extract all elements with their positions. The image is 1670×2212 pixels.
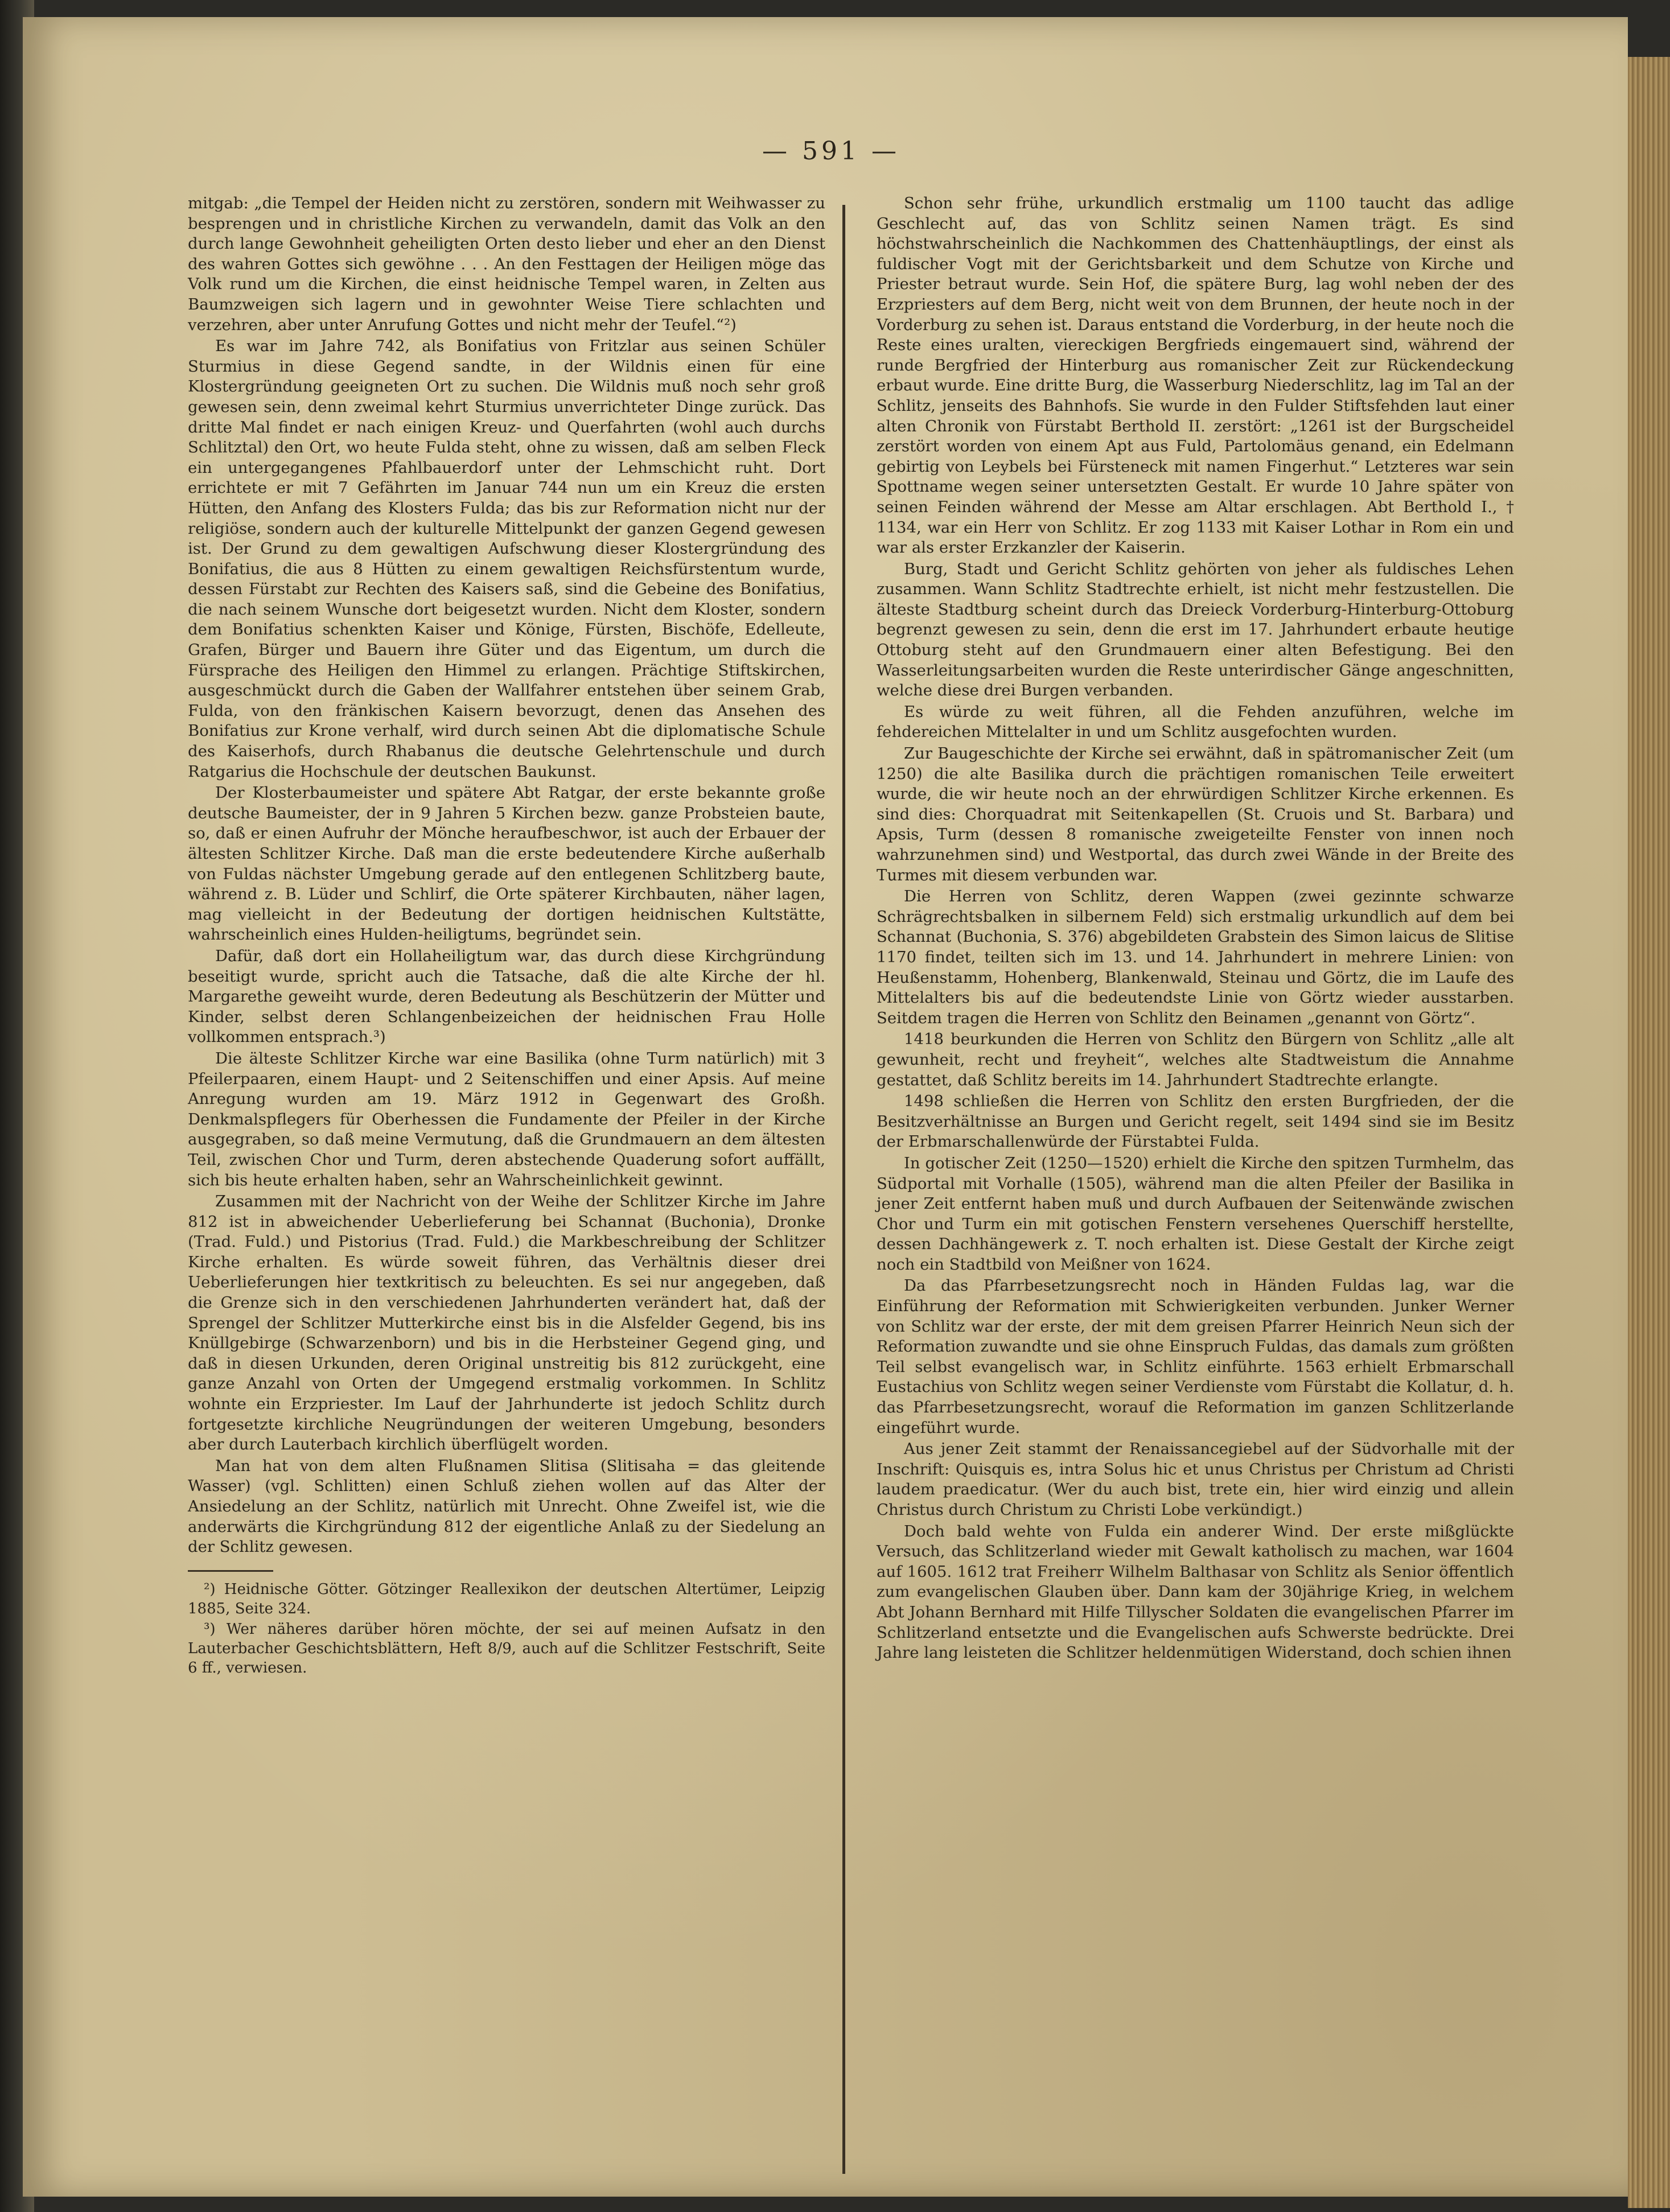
footnotes: [188, 1580, 825, 1678]
paragraph: Schon sehr frühe, urkundlich erstmalig um 1100 taucht das adlige Geschlecht auf, das von Schlitz seinen Namen trägt. Es sind höchstwahrscheinlich die Nachkommen des Chattenhäuptlings, der einst als fuldischer Vogt mit der Gerichtsbarkeit und dem Schutze von Kirche und Priester betraut wurde. Sein Hof, die spätere Burg, lag wohl neben der des Erzpriesters auf dem Berg, nicht weit von dem Brunnen, der heute noch in der Vorderburg zu sehen ist. Daraus entstand die Vorderburg, in der heute noch die Reste eines uralten, viereckigen Bergfrieds eingemauert sind, während der runde Bergfried der Hinterburg aus romanischer Zeit zur Rückendeckung erbaut wurde. Eine dritte Burg, die Wasserburg Niederschlitz, lag im Tal an der Schlitz, jenseits des Bahnhofs. Sie wurde in den Fulder Stiftsfehden laut einer alten Chronik von Fürstabt Berthold II. zerstört: „1261 ist der Burgscheidel zerstört worden von einem Apt aus Fuld, Partolomäus genand, ein Edelmann gebirtig von Leybels bei Fürsteneck mit namen Fingerhut.“ Letzteres war sein Spottname wegen seiner untersetzten Gestalt. Er wurde 10 Jahre später von seinen Feinden während der Messe am Altar erschlagen. Abt Berthold I., † 1134, war ein Herr von Schlitz. Er zog 1133 mit Kaiser Lothar in Rom ein und war als erster Erzkanzler der Kaiserin.: [877, 194, 1514, 557]
paragraph: Da das Pfarrbesetzungsrecht noch in Händen Fuldas lag, war die Einführung der Reformation mit Schwierigkeiten verbunden. Junker Werner von Schlitz war der erste, der mit dem greisen Pfarrer Heinrich Neun sich der Reformation zuwandte und sie ohne Einspruch Fuldas, das damals zum größten Teil selbst evangelisch war, in Schlitz einführte. 1563 erhielt Erbmarschall Eustachius von Schlitz wegen seiner Verdienste vom Fürstabt die Kollatur, d. h. das Pfarrbesetzungsrecht, worauf die Reformation im ganzen Schlitzerlande eingeführt wurde.: [877, 1276, 1514, 1437]
paragraph: Dafür, daß dort ein Hollaheiligtum war, das durch diese Kirchgründung beseitigt wurde, spricht auch die Tatsache, daß die alte Kirche der hl. Margarethe geweiht wurde, deren Bedeutung als Beschützerin der Mütter und Kinder, selbst deren Schlangenbeizeichen der heidnischen Frau Holle vollkommen entsprach.³): [188, 946, 825, 1047]
paragraph: 1418 beurkunden die Herren von Schlitz den Bürgern von Schlitz „alle alt gewunheit, recht und freyheit“, welches alte Stadtweistum die Annahme gestattet, daß Schlitz bereits im 14. Jahrhundert Stadtrechte erlangte.: [877, 1030, 1514, 1089]
page-number: — 591 —: [762, 137, 900, 166]
paragraph: Zur Baugeschichte der Kirche sei erwähnt, daß in spätromanischer Zeit (um 1250) die alte Basilika durch die prächtigen romanischen Teile erweitert wurde, die wir heute noch an der ehrwürdigen Schlitzer Kirche erkennen. Es sind dies: Chorquadrat mit Seitenkapellen (St. Cruois und St. Barbara) und Apsis, Turm (dessen 8 romanische zweigeteilte Fenster von innen noch wahrzunehmen sind) und Westportal, das durch zwei Wände in der Breite des Turmes mit diesem verbunden war.: [877, 744, 1514, 884]
paragraph: Es war im Jahre 742, als Bonifatius von Fritzlar aus seinen Schüler Sturmius in diese Gegend sandte, in der Wildnis einen für eine Klostergründung geeigneten Ort zu suchen. Die Wildnis muß noch sehr groß gewesen sein, denn zweimal kehrt Sturmius unverrichteter Dinge zurück. Das dritte Mal findet er nach einigen Kreuz- und Querfahrten (wohl auch durchs Schlitztal) den Ort, wo heute Fulda steht, ohne zu wissen, daß am selben Fleck ein untergegangenes Pfahlbauerdorf unter der Lehmschicht ruht. Dort errichtete er mit 7 Gefährten im Januar 744 nun um ein Kreuz die ersten Hütten, den Anfang des Klosters Fulda; das bis zur Reformation nicht nur der religiöse, sondern auch der kulturelle Mittelpunkt der ganzen Gegend gewesen ist. Der Grund zu dem gewaltigen Aufschwung dieser Klostergründung des Bonifatius, die aus 8 Hütten zu einem gewaltigen Reichsfürstentum wurde, dessen Fürstabt zur Rechten des Kaisers saß, sind die Gebeine des Bonifatius, die nach seinem Wunsche dort beigesetzt wurden. Nicht dem Kloster, sondern dem Bonifatius schenkten Kaiser und Könige, Fürsten, Bischöfe, Edelleute, Grafen, Bürger und Bauern ihre Güter und das Eigentum, um durch die Fürsprache des Heiligen den Himmel zu erlangen. Prächtige Stiftskirchen, ausgeschmückt durch die Gaben der Wallfahrer entstehen über seinem Grab, Fulda, von den fränkischen Kaisern bevorzugt, denen das Ansehen des Bonifatius zur Krone verhalf, wird durch seinen Abt die diplomatische Schule des Kaiserhofs, durch Rhabanus die deutsche Gelehrtenschule und durch Ratgarius die Hochschule der deutschen Baukunst.: [188, 337, 825, 781]
paragraph: Aus jener Zeit stammt der Renaissancegiebel auf der Südvorhalle mit der Inschrift: Quisquis es, intra Solus hic et unus Christus per Christum ad Christi laudem praedicatur. (Wer du auch bist, trete ein, hier wird einzig und allein Christus durch Christum zu Christi Lobe verkündigt.): [877, 1440, 1514, 1519]
column-divider: [842, 205, 845, 2174]
paragraph: Burg, Stadt und Gericht Schlitz gehörten von jeher als fuldisches Lehen zusammen. Wann Schlitz Stadtrechte erhielt, ist nicht mehr festzustellen. Die älteste Stadtburg scheint durch das Dreieck Vorderburg-Hinterburg-Ottoburg begrenzt gewesen zu sein, denn die erst im 17. Jahrhundert erbaute heutige Ottoburg steht auf den Grundmauern einer alten Befestigung. Bei den Wasserleitungsarbeiten wurden die Reste unterirdischer Gänge angeschnitten, welche diese drei Burgen verbanden.: [877, 559, 1514, 700]
footnote: ²) Heidnische Götter. Götzinger Reallexikon der deutschen Altertümer, Leipzig 1885, Seite 324.: [188, 1580, 825, 1617]
paragraph: Die älteste Schlitzer Kirche war eine Basilika (ohne Turm natürlich) mit 3 Pfeilerpaaren, einem Haupt- und 2 Seitenschiffen und einer Apsis. Auf meine Anregung wurden am 19. März 1912 in Gegenwart des Großh. Denkmalspflegers für Oberhessen die Fundamente der Pfeiler in der Kirche ausgegraben, so daß meine Vermutung, daß die Grundmauern an dem ältesten Teil, zwischen Chor und Turm, deren abstechende Quaderung sofort auffällt, sich bis heute erhalten haben, sehr an Wahrscheinlichkeit gewinnt.: [188, 1049, 825, 1189]
paragraph: Die Herren von Schlitz, deren Wappen (zwei gezinnte schwarze Schrägrechtsbalken in silbernem Feld) sich erstmalig urkundlich auf dem bei Schannat (Buchonia, S. 376) abgebildeten Grabstein des Simon laicus de Slitise 1170 findet, teilten sich im 13. und 14. Jahrhundert in mehrere Linien: von Heußenstamm, Hohenberg, Blankenwald, Steinau und Görtz, die im Laufe des Mittelalters bis auf die bedeutendste Linie von Görtz wieder ausstarben. Seitdem tragen die Herren von Schlitz den Beinamen „genannt von Görtz“.: [877, 887, 1514, 1027]
page-stack-edge: [1628, 57, 1670, 2208]
paragraph: Doch bald wehte von Fulda ein anderer Wind. Der erste mißglückte Versuch, das Schlitzerland wieder mit Gewalt katholisch zu machen, war 1604 auf 1605. 1612 trat Freiherr Wilhelm Balthasar von Schlitz als Senior öffentlich zum evangelischen Glauben über. Dann kam der 30jährige Krieg, in welchem Abt Johann Bernhard mit Hilfe Tillyscher Soldaten die evangelischen Pfarrer im Schlitzerland entsetzte und die Evangelischen aufs Schwerste bedrückte. Drei Jahre lang leisteten die Schlitzer heldenmütigen Widerstand, doch schien ihnen: [877, 1522, 1514, 1662]
paragraph: In gotischer Zeit (1250—1520) erhielt die Kirche den spitzen Turmhelm, das Südportal mit Vorhalle (1505), während man die alten Pfeiler der Basilika in jener Zeit entfernt haben muß und durch Aufbauen der Seitenwände zwischen Chor und Turm ein mit gotischen Fenstern versehenes Querschiff herstellte, dessen Dachhängewerk z. T. noch erhalten ist. Diese Gestalt der Kirche zeigt noch ein Stadtbild von Meißner von 1624.: [877, 1154, 1514, 1274]
paragraph: Es würde zu weit führen, all die Fehden anzuführen, welche im fehdereichen Mittelalter in und um Schlitz ausgefochten wurden.: [877, 702, 1514, 742]
paragraph: Man hat von dem alten Flußnamen Slitisa (Slitisaha = das gleitende Wasser) (vgl. Schlitten) einen Schluß ziehen wollen auf das Alter der Ansiedelung an der Schlitz, natürlich mit Unrecht. Ohne Zweifel ist, wie die anderwärts die Kirchgründung 812 der eigentliche Anlaß zu der Siedelung an der Schlitz gewesen.: [188, 1456, 825, 1556]
footnote-rule: [188, 1570, 273, 1572]
footnote: ³) Wer näheres darüber hören möchte, der sei auf meinen Aufsatz in den Lauterbacher Geschichtsblättern, Heft 8/9, auch auf die Schlitzer Festschrift, Seite 6 ff., verwiesen.: [188, 1620, 825, 1676]
paragraph: 1498 schließen die Herren von Schlitz den ersten Burgfrieden, der die Besitzverhältnisse an Burgen und Gericht regelt, seit 1494 sind sie im Besitz der Erbmarschallenwürde der Fürstabtei Fulda.: [877, 1092, 1514, 1151]
paragraph: Zusammen mit der Nachricht von der Weihe der Schlitzer Kirche im Jahre 812 ist in abweichender Ueberlieferung bei Schannat (Buchonia), Dronke (Trad. Fuld.) und Pistorius (Trad. Fuld.) die Markbeschreibung der Schlitzer Kirche erhalten. Es würde soweit führen, das Verhältnis dieser drei Ueberlieferungen hier textkritisch zu beleuchten. Es sei nur angegeben, daß die Grenze sich in den verschiedenen Jahrhunderten verändert hat, daß der Sprengel der Schlitzer Mutterkirche einst bis in die Alsfelder Gegend, bis ins Knüllgebirge (Schwarzenborn) und bis in die Herbsteiner Gegend ging, und daß in diesen Urkunden, deren Original unstreitig bis 812 zurückgeht, eine ganze Anzahl von Orten der Umgegend erstmalig vorkommen. In Schlitz wohnte ein Erzpriester. Im Lauf der Jahrhunderte ist jedoch Schlitz durch fortgesetzte kirchliche Neugründungen der weiteren Umgebung, besonders aber durch Lauterbach kirchlich überflügelt worden.: [188, 1192, 825, 1454]
paragraph: mitgab: „die Tempel der Heiden nicht zu zerstören, sondern mit Weihwasser zu besprengen und in christliche Kirchen zu verwandeln, damit das Volk an den durch lange Gewohnheit geheiligten Orten desto lieber und eher an den Dienst des wahren Gottes sich gewöhne . . . An den Festtagen der Heiligen möge das Volk rund um die Kirchen, die einst heidnische Tempel waren, in Zelten aus Baumzweigen sich lagern und in gewohnter Weise Tiere schlachten und verzehren, aber unter Anrufung Gottes und nicht mehr der Teufel.“²): [188, 194, 825, 334]
paragraph: Der Klosterbaumeister und spätere Abt Ratgar, der erste bekannte große deutsche Baumeister, der in 9 Jahren 5 Kirchen bezw. ganze Probsteien baute, so, daß er einen Aufruhr der Mönche heraufbeschwor, ist auch der Erbauer der ältesten Schlitzer Kirche. Daß man die erste bedeutendere Kirche außerhalb von Fuldas nächster Umgebung gerade auf den entlegenen Schlitzberg baute, während z. B. Lüder und Schlirf, die Orte späterer Kirchbauten, näher lagen, mag vielleicht in der Bedeutung der dortigen heidnischen Kultstätte, wahrscheinlich eines Hulden-heiligtums, begründet sein.: [188, 784, 825, 944]
right-column: [877, 193, 1514, 2174]
left-column: [188, 193, 825, 2174]
